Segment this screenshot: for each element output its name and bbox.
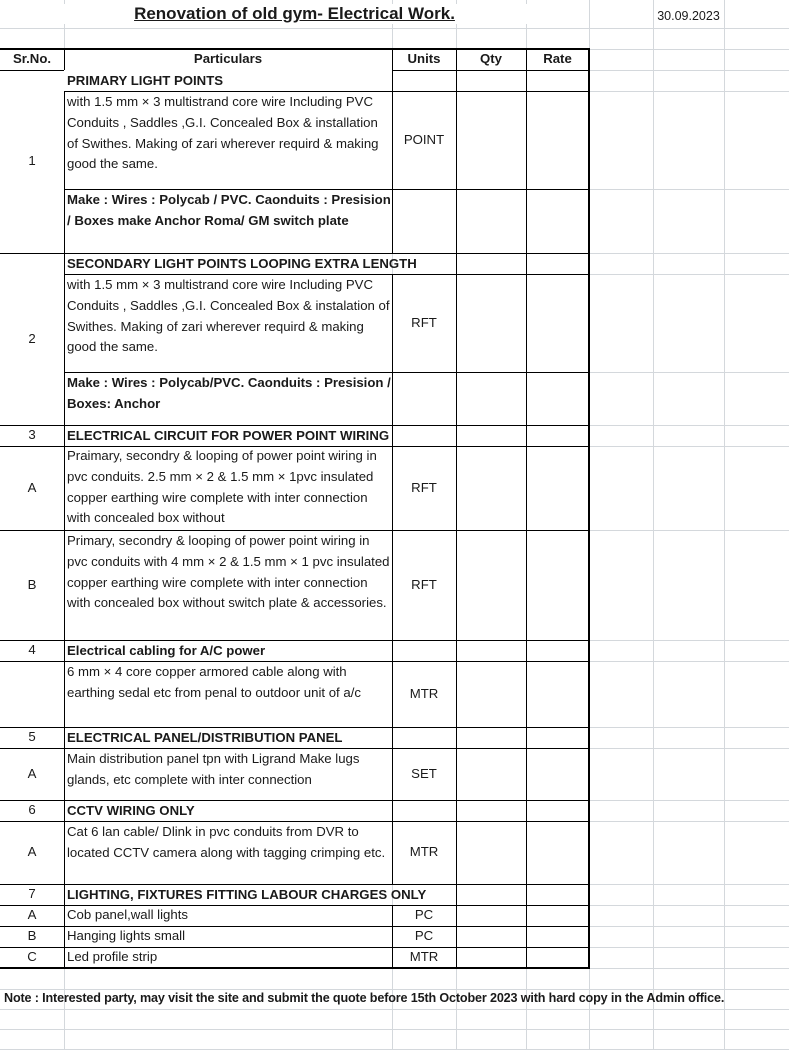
section-3a-rate-input[interactable]	[526, 446, 590, 531]
section-3b-description: Primary, secondry & looping of power point wiring in pvc conduits with 4 mm × 2 & 1.5 mm × 1 pvc insulated copper earthing wire complete with inter connection with concealed box without switch plate & accessories.	[64, 530, 393, 641]
gridline	[589, 274, 789, 275]
section-1-make-units-empty	[392, 189, 457, 254]
section-2-srno: 2	[0, 253, 65, 426]
section-1-qty-input[interactable]	[456, 70, 527, 92]
section-4-unit: MTR	[392, 661, 457, 728]
section-7a-qty-input[interactable]	[456, 905, 527, 927]
section-1-units-empty	[392, 70, 457, 92]
section-7-heading: LIGHTING, FIXTURES FITTING LABOUR CHARGES ONLY	[64, 884, 457, 906]
section-6a-description: Cat 6 lan cable/ Dlink in pvc conduits from DVR to located CCTV camera along with tagging crimping etc.	[64, 821, 393, 885]
gridline	[0, 989, 789, 990]
section-1-unit: POINT	[392, 91, 457, 190]
submission-note: Note : Interested party, may visit the site and submit the quote before 15th October 2023 with hard copy in the Admin office.	[4, 991, 725, 1005]
section-3a-description: Praimary, secondry & looping of power point wiring in pvc conduits. 2.5 mm × 2 & 1.5 mm × 1pvc insulated copper earthing wire complete with inter connection with concealed box without	[64, 446, 393, 531]
section-5-units-empty	[392, 727, 457, 749]
section-6-srno: 6	[0, 800, 65, 822]
gridline	[589, 425, 789, 426]
section-4-heading: Electrical cabling for A/C power	[64, 640, 393, 662]
gridline	[589, 91, 789, 92]
gridline	[589, 372, 789, 373]
section-7c-srno: C	[0, 947, 65, 969]
section-2-make-qty-input[interactable]	[456, 372, 527, 426]
section-7a-srno: A	[0, 905, 65, 927]
section-2-rate-input[interactable]	[526, 253, 590, 275]
section-7b-unit: PC	[392, 926, 457, 948]
gridline	[0, 1009, 789, 1010]
section-5-qty-input[interactable]	[456, 727, 527, 749]
section-7-srno: 7	[0, 884, 65, 906]
section-2-desc-rate-input[interactable]	[526, 274, 590, 373]
gridline	[589, 70, 789, 71]
gridline	[589, 947, 789, 948]
section-2-desc-qty-input[interactable]	[456, 274, 527, 373]
section-7b-description: Hanging lights small	[64, 926, 393, 948]
section-7a-description: Cob panel,wall lights	[64, 905, 393, 927]
gridline	[0, 28, 789, 29]
gridline	[589, 926, 789, 927]
section-1-rate-input[interactable]	[526, 70, 590, 92]
section-4-desc-srno-empty	[0, 661, 65, 728]
section-7b-qty-input[interactable]	[456, 926, 527, 948]
section-2-heading: SECONDARY LIGHT POINTS LOOPING EXTRA LENGTH	[64, 253, 457, 275]
section-4-srno: 4	[0, 640, 65, 662]
section-1-description: with 1.5 mm × 3 multistrand core wire Including PVC Conduits , Saddles ,G.I. Concealed Box & installation of Swithes. Making of zari wherever requird & making good the same.	[64, 91, 393, 190]
section-3-units-empty	[392, 425, 457, 447]
section-7c-unit: MTR	[392, 947, 457, 969]
section-5a-unit: SET	[392, 748, 457, 801]
section-7c-description: Led profile strip	[64, 947, 393, 969]
header-srno: Sr.No.	[0, 49, 65, 71]
section-3-heading: ELECTRICAL CIRCUIT FOR POWER POINT WIRING	[64, 425, 393, 447]
section-3a-unit: RFT	[392, 446, 457, 531]
gridline	[589, 727, 789, 728]
section-3-rate-input[interactable]	[526, 425, 590, 447]
table-bottom-border	[0, 967, 590, 969]
section-1-desc-qty-input[interactable]	[456, 91, 527, 190]
section-1-make: Make : Wires : Polycab / PVC. Caonduits : Presision / Boxes make Anchor Roma/ GM switch plate	[64, 189, 393, 254]
section-3b-srno: B	[0, 530, 65, 641]
header-particulars: Particulars	[64, 49, 393, 71]
gridline	[589, 189, 789, 190]
header-qty: Qty	[456, 49, 527, 71]
gridline	[724, 0, 725, 1050]
section-4-qty-input[interactable]	[456, 640, 527, 662]
gridline	[589, 884, 789, 885]
section-7-rate-input[interactable]	[526, 884, 590, 906]
gridline	[589, 800, 789, 801]
section-6a-srno: A	[0, 821, 65, 885]
section-6a-rate-input[interactable]	[526, 821, 590, 885]
section-7a-rate-input[interactable]	[526, 905, 590, 927]
gridline	[589, 905, 789, 906]
section-6-units-empty	[392, 800, 457, 822]
header-units: Units	[392, 49, 457, 71]
gridline	[653, 0, 654, 1050]
section-4-units-empty	[392, 640, 457, 662]
section-7a-unit: PC	[392, 905, 457, 927]
section-1-heading: PRIMARY LIGHT POINTS	[64, 70, 393, 92]
section-6a-unit: MTR	[392, 821, 457, 885]
section-1-desc-rate-input[interactable]	[526, 91, 590, 190]
section-7-qty-input[interactable]	[456, 884, 527, 906]
section-2-unit: RFT	[392, 274, 457, 373]
header-rate: Rate	[526, 49, 590, 71]
gridline	[0, 1029, 789, 1030]
section-3a-srno: A	[0, 446, 65, 531]
section-2-description: with 1.5 mm × 3 multistrand core wire Including PVC Conduits , Saddles ,G.I. Concealed Box & instalation of Swithes. Making of zari wherever requird & making good the same.	[64, 274, 393, 373]
section-3a-qty-input[interactable]	[456, 446, 527, 531]
gridline	[589, 446, 789, 447]
gridline	[589, 748, 789, 749]
gridline	[589, 821, 789, 822]
section-6-heading: CCTV WIRING ONLY	[64, 800, 393, 822]
document-title: Renovation of old gym- Electrical Work.	[0, 4, 589, 24]
document-date: 30.09.2023	[657, 9, 720, 23]
section-2-make-rate-input[interactable]	[526, 372, 590, 426]
section-3b-rate-input[interactable]	[526, 530, 590, 641]
section-6-rate-input[interactable]	[526, 800, 590, 822]
section-3b-unit: RFT	[392, 530, 457, 641]
table-top-border	[0, 48, 590, 50]
section-5-heading: ELECTRICAL PANEL/DISTRIBUTION PANEL	[64, 727, 393, 749]
section-5-srno: 5	[0, 727, 65, 749]
section-7c-rate-input[interactable]	[526, 947, 590, 969]
section-6a-qty-input[interactable]	[456, 821, 527, 885]
section-4-desc-rate-input[interactable]	[526, 661, 590, 728]
section-1-srno: 1	[0, 70, 65, 254]
section-1-make-qty-input[interactable]	[456, 189, 527, 254]
section-6-qty-input[interactable]	[456, 800, 527, 822]
section-2-qty-input[interactable]	[456, 253, 527, 275]
section-3b-qty-input[interactable]	[456, 530, 527, 641]
section-4-desc-qty-input[interactable]	[456, 661, 527, 728]
section-5a-qty-input[interactable]	[456, 748, 527, 801]
section-4-rate-input[interactable]	[526, 640, 590, 662]
section-5-rate-input[interactable]	[526, 727, 590, 749]
section-7b-rate-input[interactable]	[526, 926, 590, 948]
section-3-qty-input[interactable]	[456, 425, 527, 447]
section-7c-qty-input[interactable]	[456, 947, 527, 969]
gridline	[589, 661, 789, 662]
gridline	[589, 253, 789, 254]
gridline	[589, 530, 789, 531]
gridline	[589, 640, 789, 641]
section-3-srno: 3	[0, 425, 65, 447]
section-7b-srno: B	[0, 926, 65, 948]
section-4-description: 6 mm × 4 core copper armored cable along with earthing sedal etc from penal to outdoor unit of a/c	[64, 661, 393, 728]
section-1-make-rate-input[interactable]	[526, 189, 590, 254]
section-5a-srno: A	[0, 748, 65, 801]
section-2-make-units-empty	[392, 372, 457, 426]
section-5a-description: Main distribution panel tpn with Ligrand Make lugs glands, etc complete with inter connection	[64, 748, 393, 801]
table-right-border	[588, 48, 590, 969]
section-2-make: Make : Wires : Polycab/PVC. Caonduits : Presision / Boxes: Anchor	[64, 372, 393, 426]
section-5a-rate-input[interactable]	[526, 748, 590, 801]
